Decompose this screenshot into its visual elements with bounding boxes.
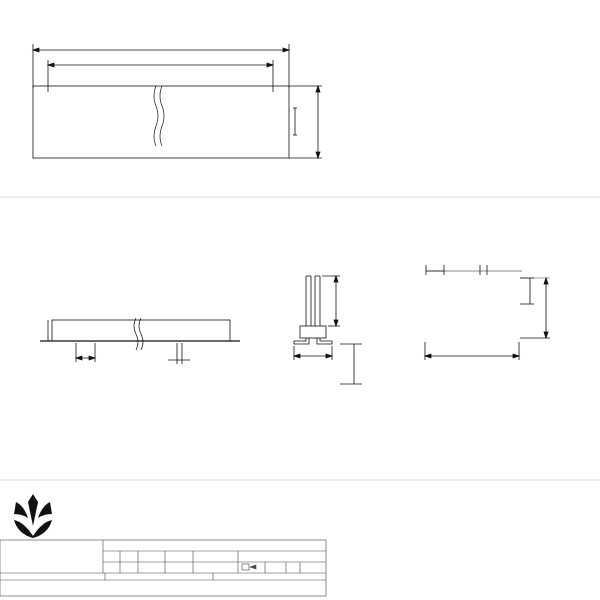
top-view [33, 44, 322, 158]
front-view [40, 318, 240, 364]
title-block [0, 540, 326, 596]
pcb-layout [425, 265, 550, 360]
side-view [294, 276, 362, 384]
company-logo [13, 494, 53, 538]
